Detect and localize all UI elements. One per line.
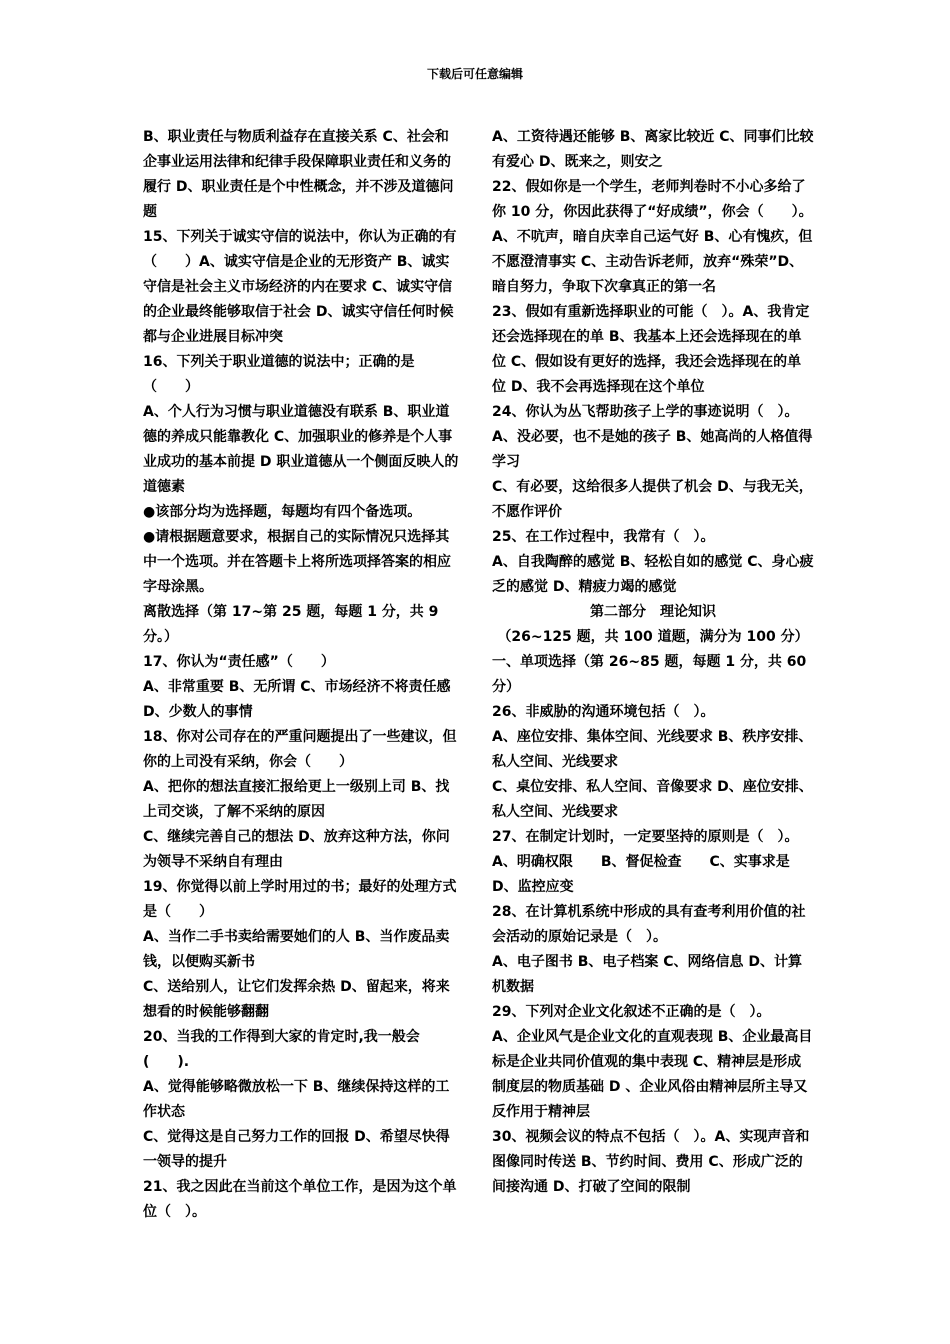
question-28: 28、在计算机系统中形成的具有查考利用价值的社会活动的原始记录是（ ）。 [492,904,806,945]
question-25: 25、在工作过程中，我常有（ ）。 [492,529,715,545]
question-27-options: A、明确权限 B、督促检查 C、实事求是 D、监控应变 [492,854,818,895]
part-two-title: 第二部分 理论知识 [590,604,716,620]
question-28-options: A、电子图书 B、电子档案 C、网络信息 D、计算机数据 [492,954,803,995]
question-16: 16、下列关于职业道德的说法中；正确的是（ ） [143,354,415,395]
question-19: 19、你觉得以前上学时用过的书；最好的处理方式是（ ） [143,879,457,920]
question-20-options-ab: A、觉得能够略微放松一下 B、继续保持这样的工作状态 [143,1079,450,1120]
question-18-options-cd: C、继续完善自己的想法 D、放弃这种方法，你问为领导不采纳自有理由 [143,829,450,870]
question-24-options-cd: C、有必要，这给很多人提供了机会 D、与我无关，不愿作评价 [492,479,813,520]
instruction-2: ●请根据题意要求，根据自己的实际情况只选择其中一个选项。并在答题卡上将所选项择答案的相应字母涂黑。 [143,529,451,595]
question-20-options-cd: C、觉得这是自己努力工作的回报 D、希望尽快得一领导的提升 [143,1129,450,1170]
left-column [143,125,459,1225]
question-24: 24、你认为丛飞帮助孩子上学的事迹说明（ ）。 [492,404,799,420]
question-17: 17、你认为“责任感”（ ） [143,654,335,670]
question-25-options: A、自我陶醉的感觉 B、轻松自如的感觉 C、身心疲乏的感觉 D、精疲力竭的感觉 [492,554,814,595]
question-21: 21、我之因此在当前这个单位工作，是因为这个单位（ ）。 [143,1179,457,1220]
right-column [492,125,818,1200]
page-header: 下载后可任意编辑 [426,67,523,81]
question-26: 26、非威胁的沟通环境包括（ ）。 [492,704,715,720]
part-two-subtitle: （26~125 题，共 100 道题，满分为 100 分） [497,629,809,645]
section-heading-discrete-choice: 离散选择（第 17~第 25 题，每题 1 分，共 9 分。） [143,604,439,645]
question-24-options-ab: A、没必要，也不是她的孩子 B、她高尚的人格值得学习 [492,429,813,470]
question-19-options-ab: A、当作二手书卖给需要她们的人 B、当作废品卖钱，以便购买新书 [143,929,450,970]
question-29-options: A、企业风气是企业文化的直观表现 B、企业最高目标是企业共同价值观的集中表现 C、精神层是形成制度层的物质基础 D 、企业风俗由精神层所主导又反作用于精神层 [492,1029,813,1120]
section-heading-single-choice: 一、单项选择（第 26~85 题，每题 1 分，共 60 分） [492,654,807,695]
question-15: 15、下列关于诚实守信的说法中，你认为正确的有（ ）A、诚实守信是企业的无形资产 B、诚实守信是社会主义市场经济的内在要求 C、诚实守信的企业最终能够取信于社会 D、诚实守信任何时候都与企业进展目标冲突 [143,229,457,345]
question-19-options-cd: C、送给别人，让它们发挥余热 D、留起来，将来想看的时候能够翻翻 [143,979,450,1020]
question-18-options-ab: A、把你的想法直接汇报给更上一级别上司 B、找上司交谈，了解不采纳的原因 [143,779,450,820]
question-20: 20、当我的工作得到大家的肯定时,我一般会( ). [143,1029,420,1070]
question-21-options: A、工资待遇还能够 B、离家比较近 C、同事们比较有爱心 D、既来之，则安之 [492,129,814,170]
question-22-options: A、不吭声，暗自庆幸自己运气好 B、心有愧疚，但不愿澄清事实 C、主动告诉老师，放弃“殊荣”D、暗自努力，争取下次拿真正的第一名 [492,229,813,295]
question-14-options: B、职业责任与物质利益存在直接关系 C、社会和企事业运用法律和纪律手段保障职业责任和义务的履行 D、职业责任是个中性概念，并不涉及道德问题 [143,129,454,220]
question-18: 18、你对公司存在的严重问题提出了一些建议，但你的上司没有采纳，你会（ ） [143,729,457,770]
question-27: 27、在制定计划时，一定要坚持的原则是（ ）。 [492,829,799,845]
question-26-options-ab: A、座位安排、集体空间、光线要求 B、秩序安排、私人空间、光线要求 [492,729,813,770]
question-30: 30、视频会议的特点不包括（ ）。A、实现声音和图像同时传送 B、节约时间、费用 C、形成广泛的间接沟通 D、打破了空间的限制 [492,1129,810,1195]
question-17-options: A、非常重要 B、无所谓 C、市场经济不将责任感 D、少数人的事情 [143,679,451,720]
question-29: 29、下列对企业文化叙述不正确的是（ ）。 [492,1004,771,1020]
instruction-1: ●该部分均为选择题，每题均有四个备选项。 [143,504,422,520]
question-22: 22、假如你是一个学生，老师判卷时不小心多给了你 10 分，你因此获得了“好成绩”，你会（ ）。 [492,179,813,220]
question-23: 23、假如有重新选择职业的可能（ ）。A、我肯定还会选择现在的单 B、我基本上还会选择现在的单位 C、假如设有更好的选择，我还会选择现在的单位 D、我不会再选择现在这个单位 [492,304,810,395]
question-16-options: A、个人行为习惯与职业道德没有联系 B、职业道德的养成只能靠教化 C、加强职业的修养是个人事业成功的基本前提 D 职业道德从一个侧面反映人的道德素 [143,404,459,495]
question-26-options-cd: C、桌位安排、私人空间、音像要求 D、座位安排、私人空间、光线要求 [492,779,813,820]
